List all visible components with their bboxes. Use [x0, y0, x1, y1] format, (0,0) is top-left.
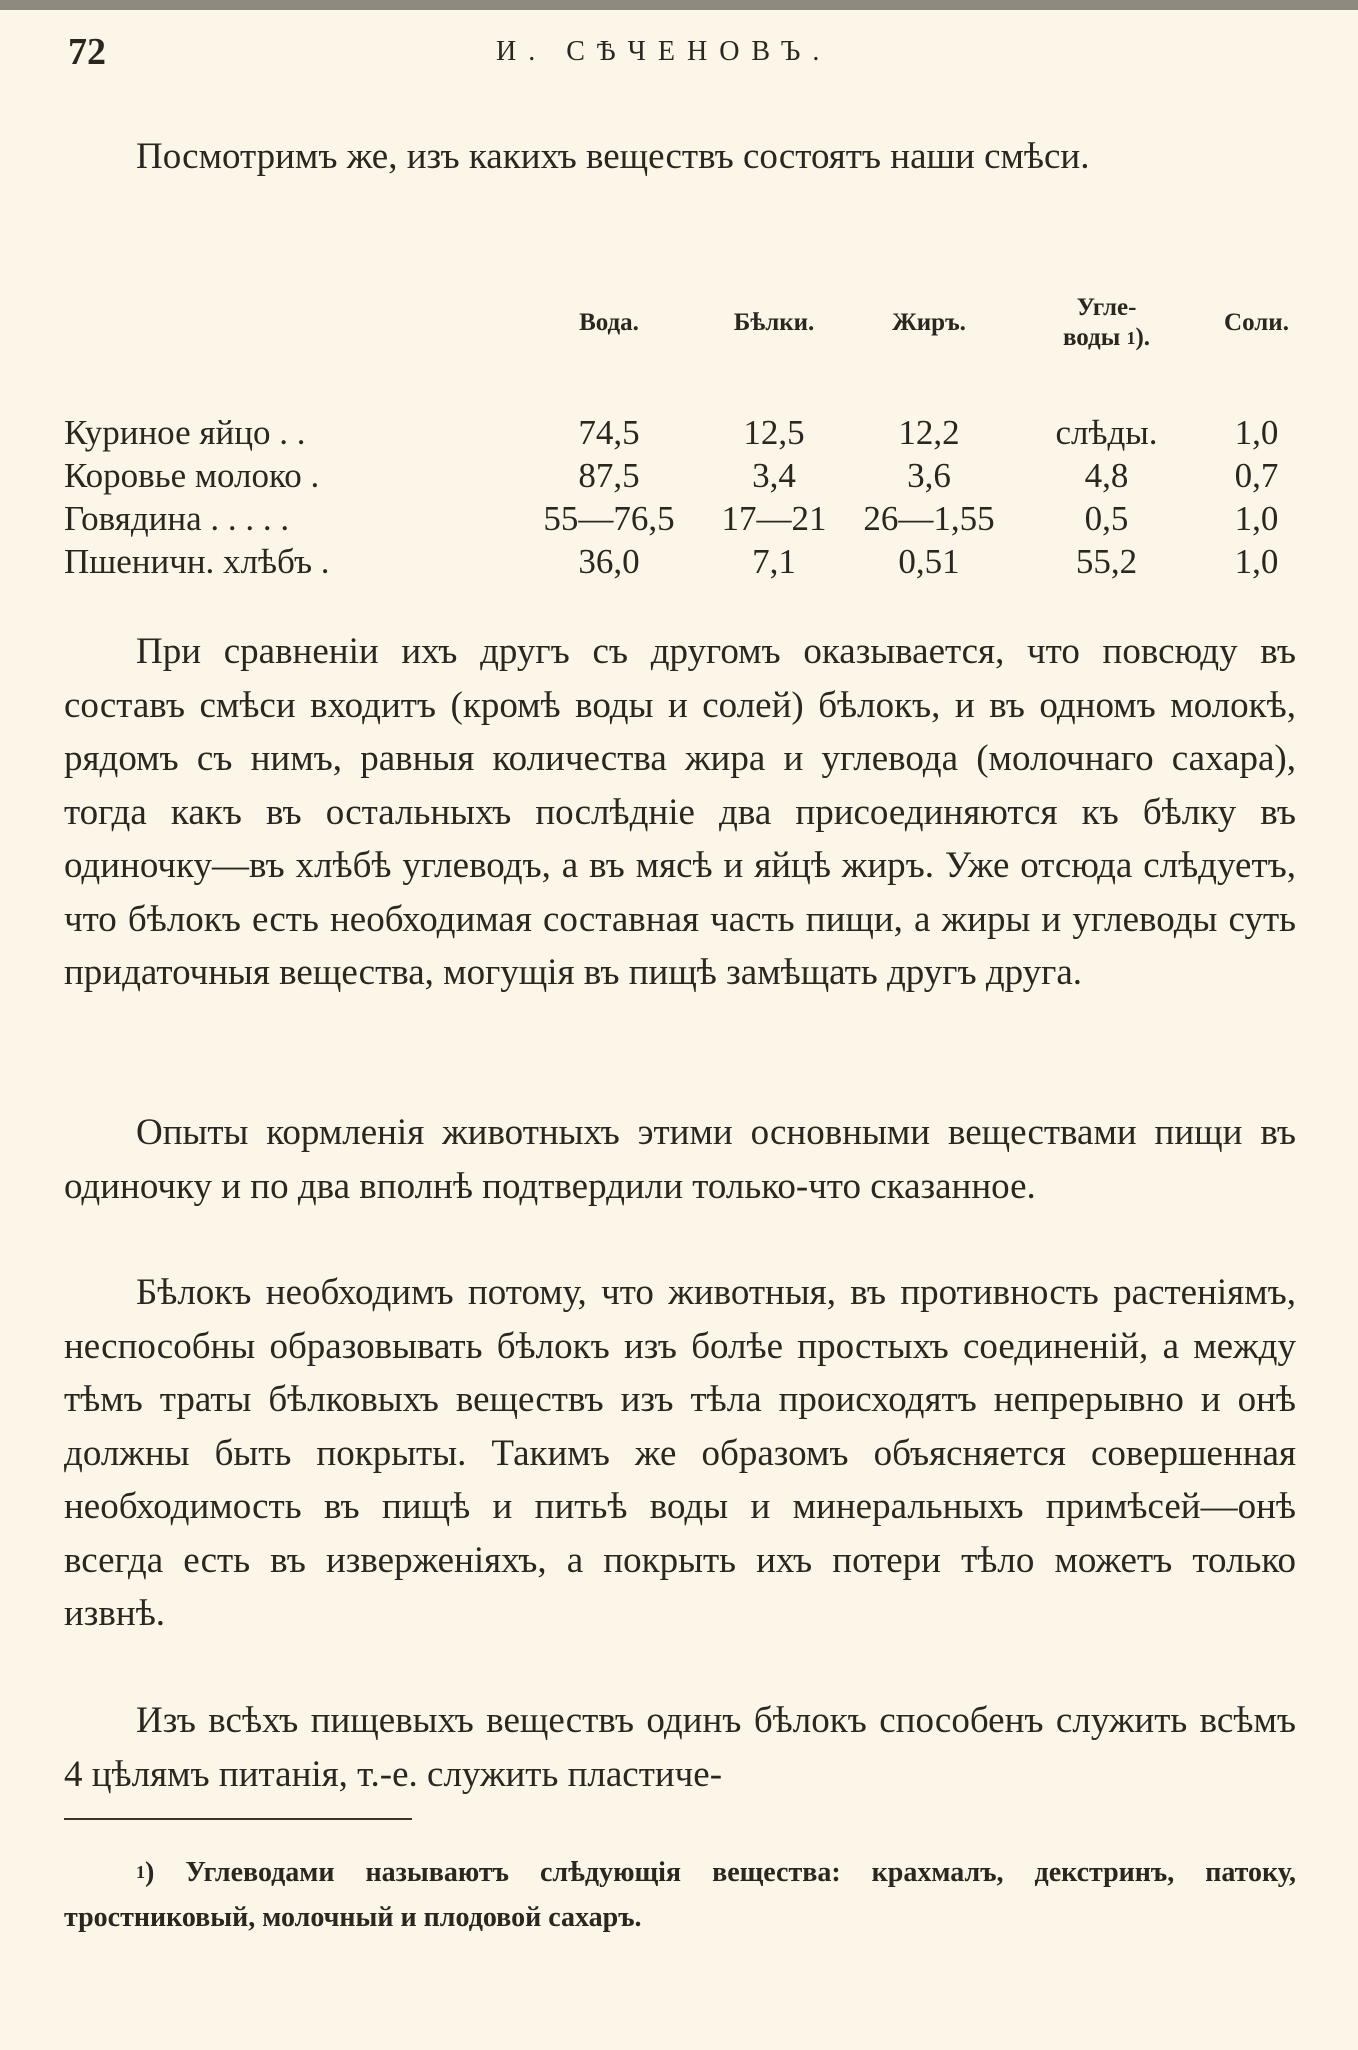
- table-header-row: [64, 278, 1324, 368]
- table-header-water: Вода.: [579, 309, 639, 336]
- row-carbs: 55,2: [1075, 542, 1138, 581]
- page-number: 72: [68, 31, 106, 73]
- row-food: Пшеничн. хлѣбъ .: [64, 542, 330, 581]
- footnote-text: ) Углеводами называютъ слѣдующія вещества: крахмалъ, декстринъ, патоку, тростниковый, молочный и плодовой сахаръ.: [64, 1857, 1296, 1933]
- footnote: [64, 1850, 1296, 1940]
- row-salts: 1,0: [1234, 499, 1279, 538]
- row-food: Куриное яйцо . .: [64, 413, 306, 452]
- table-row: [64, 454, 1324, 497]
- footnote-divider: [64, 1818, 412, 1820]
- table-row: [64, 411, 1324, 454]
- row-carbs: 0,5: [1084, 499, 1129, 538]
- row-water: 74,5: [578, 413, 640, 452]
- running-head: И. СѢЧЕНОВЪ.: [496, 36, 832, 67]
- page-header: [68, 30, 1298, 90]
- row-salts: 1,0: [1234, 413, 1279, 452]
- carbs-header-line1: Угле-: [1076, 294, 1137, 321]
- row-carbs: 4,8: [1084, 456, 1129, 495]
- table-row: [64, 497, 1324, 540]
- row-fat: 0,51: [898, 542, 960, 581]
- row-protein: 7,1: [752, 542, 796, 581]
- footnote-number: 1: [136, 1862, 145, 1882]
- row-food: Коровье молоко .: [64, 456, 320, 495]
- footnote-marker: 1: [1126, 328, 1136, 348]
- table-header-food: [64, 278, 504, 368]
- row-protein: 17—21: [721, 499, 827, 538]
- row-water: 87,5: [578, 456, 640, 495]
- row-fat: 12,2: [898, 413, 960, 452]
- row-food: Говядина . . . . .: [64, 499, 290, 538]
- experiments-paragraph: Опыты кормленія животныхъ этими основными веществами пищи въ одиночку и по два вполнѣ подтвердили только-что сказанное.: [64, 1112, 1296, 1207]
- table-spacer: [64, 368, 1324, 411]
- carbs-header-close: ).: [1135, 324, 1151, 351]
- protein-paragraph: Бѣлокъ необходимъ потому, что животныя, въ противность растеніямъ, неспособны образовывать бѣлокъ изъ болѣе простыхъ соединеній, а между тѣмъ траты бѣлковыхъ веществъ изъ тѣла происходятъ непрерывно и онѣ должны быть покрыты. Такимъ же образомъ объясняется совершенная необходимость въ пищѣ и питьѣ воды и минеральныхъ примѣсей—онѣ всегда есть въ изверженіяхъ, а покрыть ихъ потери тѣло можетъ только извнѣ.: [64, 1272, 1296, 1634]
- table-header-salts: Соли.: [1224, 309, 1289, 336]
- nutrition-table: [64, 278, 1324, 583]
- last-paragraph: Изъ всѣхъ пищевыхъ веществъ одинъ бѣлокъ способенъ служить всѣмъ 4 цѣлямъ питанія, т.-е. служить пластиче-: [64, 1700, 1296, 1795]
- row-fat: 26—1,55: [863, 499, 995, 538]
- row-water: 55—76,5: [543, 499, 675, 538]
- row-protein: 3,4: [752, 456, 796, 495]
- top-page-edge: [0, 0, 1358, 10]
- intro-paragraph: Посмотримъ же, изъ какихъ веществъ состоятъ наши смѣси.: [136, 136, 1090, 177]
- row-water: 36,0: [578, 542, 640, 581]
- row-salts: 0,7: [1234, 456, 1279, 495]
- table-header-protein: Бѣлки.: [733, 309, 815, 336]
- table-row: [64, 540, 1324, 583]
- row-fat: 3,6: [907, 456, 951, 495]
- row-salts: 1,0: [1234, 542, 1279, 581]
- comparison-paragraph: При сравненіи ихъ другъ съ другомъ оказывается, что повсюду въ составъ смѣси входитъ (кромѣ воды и солей) бѣлокъ, и въ одномъ молокѣ, рядомъ съ нимъ, равныя количества жира и углевода (молочнаго сахара), тогда какъ въ остальныхъ послѣдніе два присоединяются къ бѣлку въ одиночку—въ хлѣбѣ углеводъ, а въ мясѣ и яйцѣ жиръ. Уже отсюда слѣдуетъ, что бѣлокъ есть необходимая составная часть пищи, а жиры и углеводы суть придаточныя вещества, могущія въ пищѣ замѣщать другъ друга.: [64, 631, 1296, 993]
- carbs-header-line2: воды: [1062, 324, 1121, 351]
- table-header-carbs: [1024, 278, 1189, 368]
- row-carbs: слѣды.: [1055, 413, 1158, 452]
- table-header-fat: Жиръ.: [892, 309, 966, 336]
- row-protein: 12,5: [743, 413, 805, 452]
